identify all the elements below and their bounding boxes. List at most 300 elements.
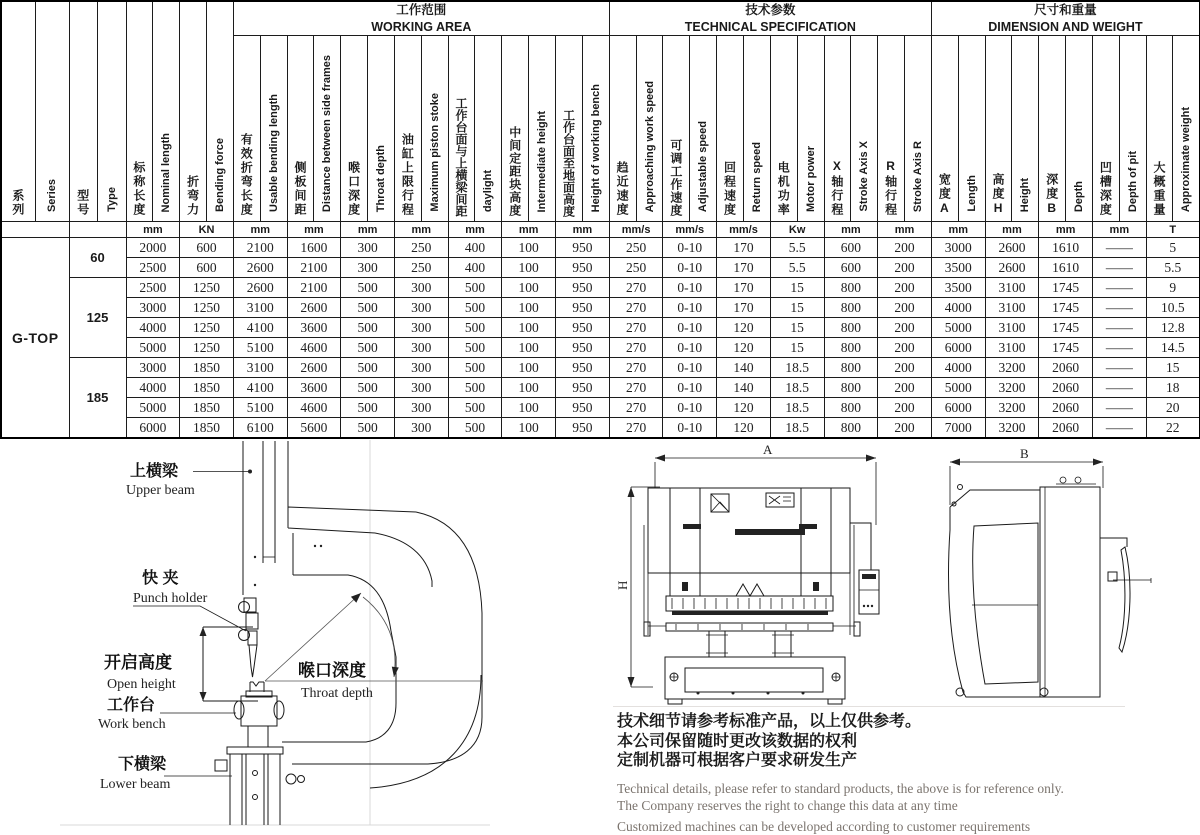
spec-cell: 300 [394,318,448,338]
spec-cell: 950 [556,318,610,338]
col-header-type [69,1,126,222]
spec-cell: 3100 [233,358,287,378]
spec-cell: 4000 [126,318,180,338]
spec-cell: 1600 [287,238,341,258]
spec-cell: 2100 [287,258,341,278]
spec-cell: 500 [448,358,502,378]
spec-cell: 20 [1146,398,1200,418]
spec-cell: 500 [341,298,395,318]
spec-cell: 950 [556,338,610,358]
spec-cell: 3100 [985,318,1039,338]
col-label-en: Type [105,187,118,212]
spec-cell: 250 [394,258,448,278]
dim-b [950,446,1103,505]
spec-cell: 200 [878,298,932,318]
spec-cell: 950 [556,258,610,278]
spec-row [1,298,1200,318]
dim-h [615,487,660,687]
col-label-en: Bending force [213,138,226,212]
spec-cell: 3500 [931,278,985,298]
spec-cell: 5.5 [1146,258,1200,278]
spec-cell: 300 [394,378,448,398]
upper-beam-shape [243,441,322,595]
throat-depth-label-zh: 喉口深度 [298,661,366,680]
spec-cell: 500 [341,378,395,398]
spec-cell: 300 [341,238,395,258]
unit-cell: KN [180,222,234,238]
unit-cell: mm [233,222,287,238]
lower-beam-shape [215,747,305,825]
upper-beam-label-en: Upper beam [126,483,195,498]
spec-cell: 3100 [985,338,1039,358]
footnote-divider [613,706,1125,707]
spec-cell: 4600 [287,398,341,418]
col-label-en: Depth [1073,180,1086,212]
spec-cell: 3600 [287,378,341,398]
spec-cell: 300 [394,418,448,439]
type-cell: 185 [69,358,126,439]
spec-cell: 300 [394,358,448,378]
col-label-en: Throat depth [375,144,388,212]
spec-cell: 300 [394,398,448,418]
spec-cell: 7000 [931,418,985,439]
bench-supports [706,631,794,657]
spec-cell: 800 [824,378,878,398]
unit-cell: mm [1092,222,1146,238]
col-header-return-speed [717,36,771,222]
spec-cell: 950 [556,278,610,298]
spec-cell: 2600 [287,298,341,318]
col-label-en: Length [965,175,978,212]
spec-cell: 250 [394,238,448,258]
group-title-en: WORKING AREA [371,19,472,34]
spec-cell: 500 [448,298,502,318]
spec-cell: 18.5 [770,418,824,439]
unit-cell: Kw [770,222,824,238]
spec-cell: 400 [448,258,502,278]
spec-cell: 950 [556,238,610,258]
spec-cell: 5100 [233,338,287,358]
footnote-en-line: The Company reserves the right to change this data at any time [617,797,958,813]
spec-cell: 170 [717,298,771,318]
spec-cell: 18.5 [770,378,824,398]
spec-cell: 5100 [233,398,287,418]
spec-cell: 300 [394,278,448,298]
spec-cell: 5000 [126,398,180,418]
col-label-zh: 回程速度 [722,161,737,217]
spec-cell: 10.5 [1146,298,1200,318]
col-label-en: Stroke Axis R [912,140,924,212]
group-technical-spec [609,1,931,36]
spec-cell: 1850 [180,358,234,378]
col-header-piston-stroke [394,36,448,222]
spec-cell: 0-10 [663,298,717,318]
spec-cell: 300 [394,298,448,318]
col-label-zh: 深度B [1044,173,1059,217]
spec-cell: 300 [341,258,395,278]
spec-cell: 200 [878,258,932,278]
unit-cell: mm [556,222,610,238]
unit-cell: mm [985,222,1039,238]
col-label-zh: 凹槽深度 [1098,161,1113,217]
spec-cell: 4000 [931,298,985,318]
spec-cell: 200 [878,238,932,258]
col-label-en: Series [46,178,59,212]
col-label-zh: 电机功率 [776,161,791,217]
spec-cell: 5.5 [770,238,824,258]
spec-cell: 1745 [1039,318,1093,338]
spec-table-body [1,238,1200,439]
unit-cell: mm [824,222,878,238]
spec-cell: 500 [448,318,502,338]
col-label-en: Approaching work speed [643,80,656,212]
group-title-zh: 技术参数 [745,3,796,18]
machine-views-diagram [608,430,1153,720]
spec-cell: 4100 [233,318,287,338]
spec-cell: 3000 [931,238,985,258]
spec-cell: 500 [448,418,502,439]
spec-cell: 4000 [931,358,985,378]
col-label-zh: X轴行程 [829,159,844,217]
spec-cell: 200 [878,418,932,439]
spec-cell: 800 [824,338,878,358]
spec-cell: 1250 [180,318,234,338]
spec-row [1,338,1200,358]
footnote-en-line: Technical details, please refer to standard products, the above is for reference only. [617,780,1064,796]
col-label-zh: 宽度A [937,173,952,217]
dim-b-label: B [1020,446,1029,461]
col-label-en: Stroke Axis X [858,141,871,212]
spec-cell: 6000 [931,398,985,418]
open-height-label-zh: 开启高度 [104,653,172,672]
spec-cell: 1610 [1039,238,1093,258]
lower-beam-label-zh: 下横梁 [118,756,167,773]
col-label-zh: 有效折弯长度 [239,133,254,217]
col-header-pit-depth [1092,36,1146,222]
spec-cell: 1850 [180,378,234,398]
group-title-zh: 尺寸和重量 [1034,3,1097,18]
col-label-zh: 型号 [75,189,90,217]
col-label-en: daylight [482,169,495,212]
spec-cell: 950 [556,418,610,439]
spec-cell: 2000 [126,238,180,258]
unit-cell: mm [126,222,180,238]
footnote-zh-line: 定制机器可根据客户要求研发生产 [617,752,858,769]
spec-cell: 14.5 [1146,338,1200,358]
spec-cell: 950 [556,298,610,318]
col-label-en: Maximum piston stoke [428,93,441,212]
group-dimension-weight [931,1,1199,36]
spec-cell: 170 [717,238,771,258]
spec-cell: 500 [341,318,395,338]
spec-cell: 2500 [126,258,180,278]
col-label-en: Return speed [750,141,763,212]
group-title-en: TECHNICAL SPECIFICATION [684,19,856,34]
col-header-throat-depth [341,36,395,222]
spec-cell: 0-10 [663,418,717,439]
spec-cell: 15 [770,318,824,338]
spec-cell: 3200 [985,398,1039,418]
dim-a [655,442,876,525]
spec-cell: 600 [180,258,234,278]
spec-cell: 800 [824,318,878,338]
spec-cell: 5.5 [770,258,824,278]
spec-cell: 2600 [233,258,287,278]
spec-cell: 0-10 [663,398,717,418]
spec-cell: 500 [341,338,395,358]
spec-cell: 100 [502,358,556,378]
spec-cell: 270 [609,278,663,298]
spec-cell: 500 [448,398,502,418]
spec-cell: 500 [448,378,502,398]
col-label-zh: 标称长度 [131,161,146,217]
spec-cell: 5 [1146,238,1200,258]
spec-cell: 0-10 [663,238,717,258]
footnote-en-line: Customized machines can be developed according to customer requirements [617,818,1031,834]
spec-cell: 2600 [233,278,287,298]
unit-cell: mm/s [609,222,663,238]
col-header-side-frame-distance [287,36,341,222]
die-and-bench-shape [234,682,284,747]
unit-row [1,222,1200,238]
spec-cell: 1850 [180,418,234,439]
spec-cell: 6000 [931,338,985,358]
spec-cell: 100 [502,338,556,358]
lower-die-rail [644,622,860,636]
col-header-daylight [448,36,502,222]
col-header-intermediate-height [502,36,556,222]
spec-cell: 0-10 [663,258,717,278]
spec-cell: 12.8 [1146,318,1200,338]
spec-cell: 500 [448,338,502,358]
spec-cell: —— [1092,358,1146,378]
spec-cell: 120 [717,398,771,418]
col-label-en: Adjustable speed [697,120,710,212]
spec-cell: 170 [717,258,771,278]
unit-cell: T [1146,222,1200,238]
group-title-en: DIMENSION AND WEIGHT [988,19,1143,34]
section-view-diagram [60,435,490,835]
spec-cell: 22 [1146,418,1200,439]
spec-cell: —— [1092,318,1146,338]
unit-cell: mm [931,222,985,238]
spec-cell: 800 [824,418,878,439]
col-header-usable-length [233,36,287,222]
spec-cell: 100 [502,298,556,318]
spec-cell: —— [1092,238,1146,258]
spec-cell: 6100 [233,418,287,439]
spec-cell: 270 [609,378,663,398]
col-header-bench-height [556,36,610,222]
unit-cell: mm/s [663,222,717,238]
spec-cell: 0-10 [663,278,717,298]
spec-cell: —— [1092,418,1146,439]
spec-cell: 270 [609,358,663,378]
type-cell: 125 [69,278,126,358]
spec-cell: 2060 [1039,358,1093,378]
col-header-stroke-r [878,36,932,222]
spec-cell: 800 [824,278,878,298]
c-frame-shape [282,507,482,788]
spec-cell: 15 [770,338,824,358]
footnote-zh-line: 本公司保留随时更改该数据的权利 [617,732,858,750]
spec-cell: 9 [1146,278,1200,298]
dimension-annotations [200,593,484,701]
type-cell: 60 [69,238,126,278]
col-header-bending-force [180,1,234,222]
spec-cell: 400 [448,238,502,258]
spec-cell: 200 [878,378,932,398]
spec-cell: 100 [502,278,556,298]
spec-cell: 250 [609,258,663,278]
col-header-height-h [985,36,1039,222]
spec-cell: 15 [770,298,824,318]
series-cell: G-TOP [1,238,69,439]
spec-cell: 2600 [287,358,341,378]
unit-cell: mm [1039,222,1093,238]
spec-cell: 3200 [985,358,1039,378]
spec-cell: 2600 [985,258,1039,278]
col-label-zh: 系列 [10,189,25,217]
front-view [615,442,879,704]
col-label-zh: 工作台面与上横梁间距 [454,97,469,217]
col-label-en: Intermediate height [536,110,549,212]
spec-cell: 500 [341,278,395,298]
spec-cell: 800 [824,358,878,378]
spec-cell: 100 [502,398,556,418]
col-label-en: Usable bending length [267,94,280,212]
punch-holder-label-zh: 快 夹 [142,570,179,587]
spec-cell: 120 [717,418,771,439]
col-label-en: Approximate weight [1180,106,1193,212]
spec-cell: 2060 [1039,398,1093,418]
col-header-depth-b [1039,36,1093,222]
spec-row [1,378,1200,398]
col-label-zh: 趋近速度 [615,161,630,217]
unit-cell: mm [448,222,502,238]
col-label-zh: 侧板间距 [292,161,307,217]
spec-cell: 5600 [287,418,341,439]
col-label-zh: 油缸上限行程 [400,133,415,217]
spec-cell: 500 [341,358,395,378]
spec-cell: 300 [394,338,448,358]
spec-cell: 3500 [931,258,985,278]
spec-cell: 120 [717,338,771,358]
unit-cell: mm [502,222,556,238]
dim-a-label: A [763,442,773,457]
spec-cell: 140 [717,378,771,398]
spec-cell: 2600 [985,238,1039,258]
group-header-row [1,1,1200,36]
col-header-nominal-length [126,1,180,222]
spec-cell: 140 [717,358,771,378]
col-label-zh: 高度H [991,173,1006,217]
col-header-series [1,1,69,222]
spec-cell: —— [1092,258,1146,278]
spec-cell: 3200 [985,418,1039,439]
spec-cell: 3100 [985,298,1039,318]
col-label-zh: 中间定距块高度 [507,126,522,217]
brand-logo-plates [711,493,794,512]
throat-depth-label-en: Throat depth [301,686,373,701]
unit-cell: mm [878,222,932,238]
spec-cell: 200 [878,338,932,358]
spec-cell: 3000 [126,358,180,378]
spec-cell: 800 [824,298,878,318]
spec-cell: 100 [502,418,556,439]
col-header-stroke-x [824,36,878,222]
work-bench-label-zh: 工作台 [107,697,156,714]
upper-die-rail [666,596,833,615]
work-bench-label-en: Work bench [98,717,166,732]
spec-cell: 100 [502,238,556,258]
spec-cell: 1745 [1039,338,1093,358]
unit-cell: mm/s [717,222,771,238]
spec-cell: 270 [609,318,663,338]
group-title-zh: 工作范围 [396,3,447,18]
col-label-zh: 喉口深度 [346,161,361,217]
work-bench-front [665,657,845,704]
spec-row [1,278,1200,298]
spec-row [1,318,1200,338]
col-label-zh: 大概重量 [1151,161,1166,217]
col-label-en: Depth of pit [1126,150,1139,212]
lower-beam-label-en: Lower beam [100,777,171,792]
spec-cell: 4600 [287,338,341,358]
spec-cell: 2100 [233,238,287,258]
footnote-zh-line: 技术细节请参考标准产品，以上仅供参考。 [617,713,922,730]
spec-cell: 3600 [287,318,341,338]
spec-cell: 4000 [126,378,180,398]
col-label-zh: 可调工作速度 [668,139,683,217]
upper-beam-label-zh: 上横梁 [130,463,179,480]
col-label-en: Height of working bench [589,83,602,212]
spec-cell: 1745 [1039,278,1093,298]
spec-cell: 950 [556,398,610,418]
spec-cell: —— [1092,278,1146,298]
spec-row [1,358,1200,378]
col-header-motor-power [770,36,824,222]
footnote-block [617,712,1137,835]
spec-cell: 1250 [180,278,234,298]
spec-cell: 0-10 [663,318,717,338]
unit-cell: mm [287,222,341,238]
spec-cell: 15 [770,278,824,298]
spec-cell: 2060 [1039,418,1093,439]
spec-cell: 4100 [233,378,287,398]
side-lever [1100,538,1151,652]
group-working-area [233,1,609,36]
spec-cell: 100 [502,378,556,398]
spec-cell: 18.5 [770,398,824,418]
col-label-en: Height [1019,177,1032,212]
spec-cell: —— [1092,378,1146,398]
spec-cell: 270 [609,338,663,358]
spec-cell: 950 [556,358,610,378]
spec-cell: 950 [556,378,610,398]
col-label-en: Motor power [804,146,817,212]
spec-cell: 5000 [931,378,985,398]
spec-cell: 3200 [985,378,1039,398]
spec-cell: 200 [878,358,932,378]
spec-cell: 0-10 [663,338,717,358]
spec-cell: 200 [878,398,932,418]
spec-cell: 18.5 [770,358,824,378]
dim-h-label: H [615,580,630,590]
side-view [949,446,1151,697]
spec-cell: 0-10 [663,378,717,398]
spec-cell: 1250 [180,298,234,318]
